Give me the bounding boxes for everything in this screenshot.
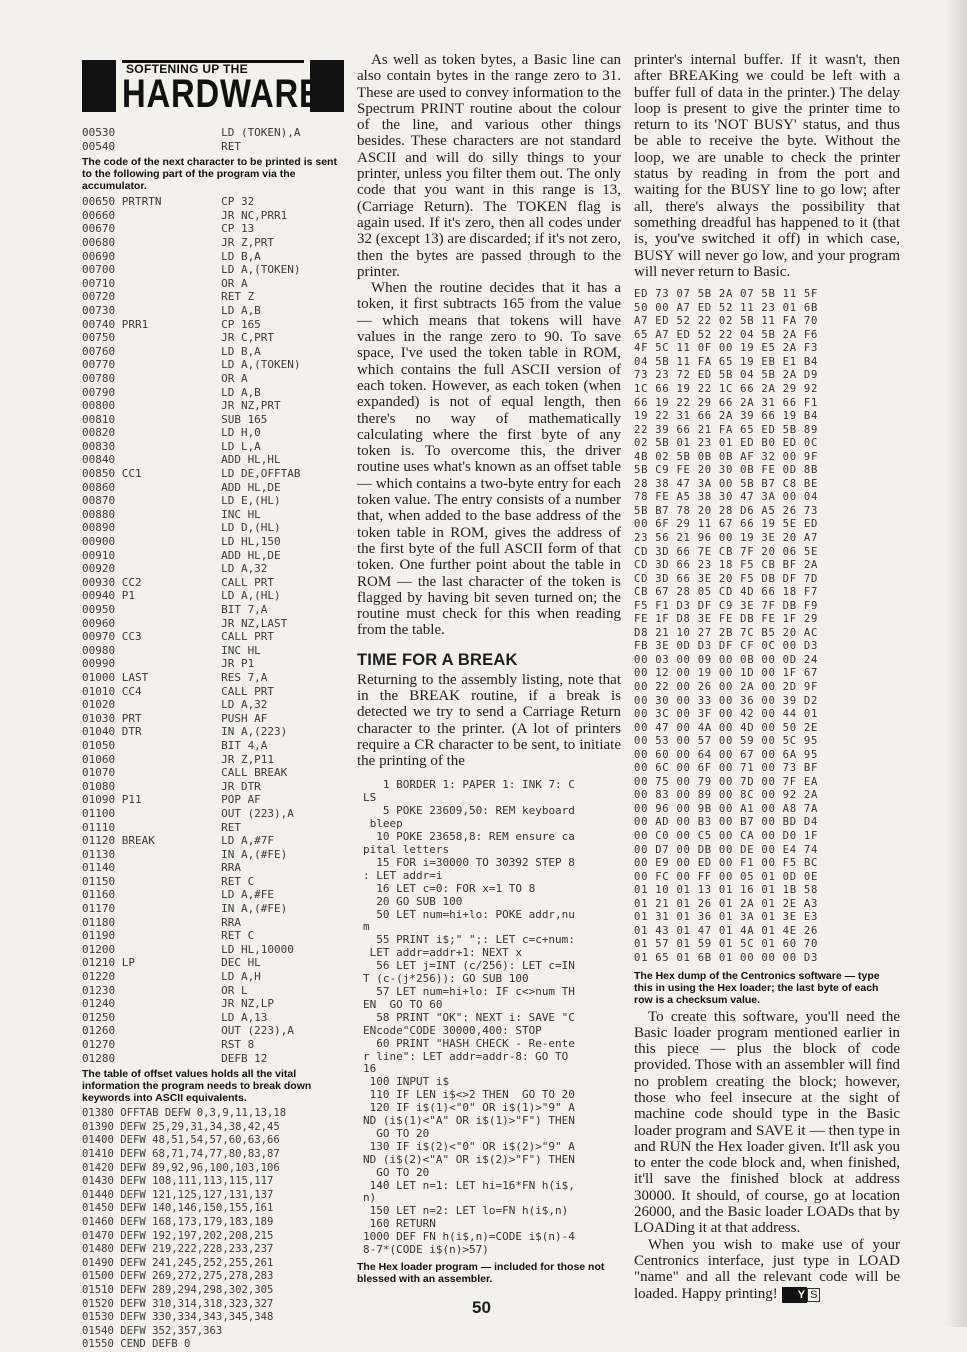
assembly-listing-part1: 00530 LD (TOKEN),A 00540 RET <box>82 126 301 153</box>
banner-bar-left <box>82 60 116 112</box>
hex-dump: ED 73 07 5B 2A 07 5B 11 5F 50 00 A7 ED 52 11 23 01 6B A7 ED 52 22 02 5B 11 FA 70 65 A7 ED 52 22 04 5B 2A F6 4F 5C 11 0F 00 19 E5 2A F3 04 5B 11 FA 65 19 EB E1 B4 73 23 72 ED 5B 04 5B 2A D9 1C 66 19 22 1C 66 2A 29 92 66 19 22 29 66 2A 31 66 F1 19 22 31 66 2A 39 66 19 B4 22 39 66 21 FA 65 ED 5B 89 02 5B 01 23 01 ED B0 ED 0C 4B 02 5B 0B 0B AF 32 00 9F 5B C9 FE 20 30 0B FE 0D 8B 28 38 47 3A 00 5B B7 C8 BE 78 FE A5 38 30 47 3A 00 04 5B B7 78 20 28 D6 A5 26 73 00 6F 29 11 67 66 19 5E ED 23 56 21 96 00 19 3E 20 A7 CD 3D 66 7E CB 7F 20 06 5E CD 3D 66 23 18 F5 CB BF 2A CD 3D 66 3E 20 F5 DB DF 7D CB 67 28 05 CD 4D 66 18 F7 F5 F1 D3 DF C9 3E 7F DB F9 FE 1F D8 3E FE DB FE 1F 29 D8 21 10 27 2B 7C B5 20 AC FB 3E 0D D3 DF CF 0C 00 D3 00 03 00 09 00 0B 00 0D 24 00 12 00 19 00 1D 00 1F 67 00 22 00 26 00 2A 00 2D 9F 00 30 00 33 00 36 00 39 D2 00 3C 00 3F 00 42 00 44 01 00 47 00 4A 00 4D 00 50 2E 00 53 00 57 00 59 00 5C 95 00 60 00 64 00 67 00 6A 95 00 6C 00 6F 00 71 00 73 BF 00 75 00 79 00 7D 00 7F EA 00 83 00 89 00 8C 00 92 2A 00 96 00 9B 00 A1 00 A8 7A 00 AD 00 B3 00 B7 00 BD D4 00 C0 00 C5 00 CA 00 D0 1F 00 D7 00 DB 00 DE 00 E4 74 00 E9 00 ED 00 F1 00 F5 BC 00 FC 00 FF 00 05 01 0D 0E 01 10 01 13 01 16 01 1B 58 01 21 01 26 01 2A 01 2E A3 01 31 01 36 01 3A 01 3E E3 01 43 01 47 01 4A 01 4E 26 01 57 01 59 01 5C 01 60 70 01 65 01 6B 01 00 00 00 D3 <box>634 288 819 964</box>
paragraph: When the routine decides that it has a token, it first subtracts 165 from the value — which means that tokens will have values in the range zero to 90. To save space, I've used the token table in ROM, which contains the full ASCII version of each token. However, as each token (when expanded) is not of equal length, then there's no way of mathematically calculating where the first byte of any token is. To overcome this, the driver routine uses what's known as an offset table — which contains a two-byte entry for each token value. The entry consists of a number that, when added to the base address of the token table in ROM, gives the address of the first byte of the full ASCII form of that token. One further point about the table in ROM — the last character of the token is flagged by having bit seven turned on; the routine must check for this when reading from the table. <box>357 280 621 639</box>
page-number: 50 <box>472 1298 491 1317</box>
caption-hex-loader: The Hex loader program — included for those not blessed with an assembler. <box>357 1261 605 1285</box>
paragraph-final <box>634 1237 900 1303</box>
hex-loader-listing: 1 BORDER 1: PAPER 1: INK 7: C LS 5 POKE 23609,50: REM keyboard bleep 10 POKE 23658,8: REM ensure ca pital letters 15 FOR i=30000 TO 30392 STEP 8 : LET addr=i 16 LET c=0: FOR x=1 TO 8 20 GO SUB 100 50 LET num=hi+lo: POKE addr,nu m 55 PRINT i$;" ";: LET c=c+num: LET addr=addr+1: NEXT x 56 LET j=INT (c/256): LET c=IN T (c-(j*256)): GO SUB 100 57 LET num=hi+lo: IF c<>num TH EN GO TO 60 58 PRINT "OK": NEXT i: SAVE "C ENcode"CODE 30000,400: STOP 60 PRINT "HASH CHECK - Re-ente r line": LET addr=addr-8: GO TO 16 100 INPUT i$ 110 IF LEN i$<>2 THEN GO TO 20 120 IF i$(1)<"0" OR i$(1)>"9" A ND (i$(1)<"A" OR i$(1)>"F") THEN GO TO 20 130 IF i$(2)<"0" OR i$(2)>"9" A ND (i$(2)<"A" OR i$(2)>"F") THEN GO TO 20 140 LET n=1: LET hi=16*FN h(i$, n) 150 LET n=2: LET lo=FN h(i$,n) 160 RETURN 1000 DEF FN h(i$,n)=CODE i$(n)-4 8-7*(CODE i$(n)>57) <box>363 778 575 1257</box>
section-banner <box>82 52 344 120</box>
banner-title: HARDWARE <box>122 72 322 116</box>
closing-text: When you wish to make use of your Centronics interface, just type in LOAD "name" and all the relevant code will be loaded. Happy printing! <box>634 1236 900 1302</box>
assembly-listing-part2: 00650 PRTRTN CP 32 00660 JR NC,PRR1 00670 CP 13 00680 JR Z,PRT 00690 LD B,A 00700 LD A,(TOKEN) 00710 OR A 00720 RET Z 00730 LD A,B 00740 PRR1 CP 165 00750 JR C,PRT 00760 LD B,A 00770 LD A,(TOKEN) 00780 OR A 00790 LD A,B 00800 JR NZ,PRT 00810 SUB 165 00820 LD H,0 00830 LD L,A 00840 ADD HL,HL 00850 CC1 LD DE,OFFTAB 00860 ADD HL,DE 00870 LD E,(HL) 00880 INC HL 00890 LD D,(HL) 00900 LD HL,150 00910 ADD HL,DE 00920 LD A,32 00930 CC2 CALL PRT 00940 P1 LD A,(HL) 00950 BIT 7,A 00960 JR NZ,LAST 00970 CC3 CALL PRT 00980 INC HL 00990 JR P1 01000 LAST RES 7,A 01010 CC4 CALL PRT 01020 LD A,32 01030 PRT PUSH AF 01040 DTR IN A,(223) 01050 BIT 4,A 01060 JR Z,P11 01070 CALL BREAK 01080 JR DTR 01090 P11 POP AF 01100 OUT (223),A 01110 RET 01120 BREAK LD A,#7F 01130 IN A,(#FE) 01140 RRA 01150 RET C 01160 LD A,#FE 01170 IN A,(#FE) 01180 RRA 01190 RET C 01200 LD HL,10000 01210 LP DEC HL 01220 LD A,H 01230 OR L 01240 JR NZ,LP 01250 LD A,13 01260 OUT (223),A 01270 RST 8 01280 DEFB 12 <box>82 195 301 1065</box>
column-middle <box>357 52 621 1288</box>
column-right <box>634 52 900 1303</box>
caption-hex-dump: The Hex dump of the Centronics software — type this in using the Hex loader; the last byte of each row is a checksum value. <box>634 969 880 1006</box>
caption-accumulator: The code of the next character to be printed is sent to the following part of the program via the accumulator. <box>82 156 337 193</box>
paragraph: Returning to the assembly listing, note that in the BREAK routine, if a break is detected we try to send a Carriage Return character to the printer. (A lot of printers require a CR character to be sent, to initiate the printing of the <box>357 671 621 770</box>
banner-kicker: SOFTENING UP THE <box>126 62 248 76</box>
end-mark-icon: Y <box>782 1287 807 1303</box>
paragraph: To create this software, you'll need the Basic loader program mentioned earlier in this piece — plus the block of code provided. Those with an assembler will find no problem creating the block; however, those who feel insecure at the sight of machine code should type in the Basic loader program and SAVE it — then type in and RUN the Hex loader given. It'll ask you to enter the code block and, when finished, it'll save the finished block at address 30000. It should, of course, go at location 26000, and the Basic loader LOADs that by LOADing it at that address. <box>634 1008 900 1237</box>
paragraph: printer's internal buffer. If it wasn't, then after BREAKing we could be left with a buffer full of data in the printer.) The delay loop is present to give the printer time to return to its 'NOT BUSY' status, and thus be able to receive the byte. Without the loop, we are unable to check the printer status by reading in from the port and waiting for the BUSY line to go low; after all, there's always the possibility that something dreadful has happened to it (that is, you've switched it off) in which case, BUSY will never go low, and your program will never return to Basic. <box>634 52 900 280</box>
paragraph: As well as token bytes, a Basic line can also contain bytes in the range zero to 31. These are used to convey information to the Spectrum PRINT routine about the colour of the line, and various other things besides. These characters are not standard ASCII and will do silly things to your printer, unless you filter them out. The only code that you want in this range is 13, (Carriage Return). The TOKEN flag is again used. If it's zero, then all codes under 32 (except 13) are discarded; if it's not zero, then the bytes are passed through to the printer. <box>357 52 621 280</box>
end-mark-s: S <box>807 1288 820 1302</box>
page-edge-shadow <box>945 0 967 1327</box>
section-heading: TIME FOR A BREAK <box>357 650 518 669</box>
caption-offset-table: The table of offset values holds all the vital information the program needs to break down keywords into ASCII equivalents. <box>82 1068 312 1105</box>
offset-table-listing: 01380 OFFTAB DEFW 0,3,9,11,13,18 01390 DEFW 25,29,31,34,38,42,45 01400 DEFW 48,51,54,57,60,63,66 01410 DEFW 68,71,74,77,80,83,87 01420 DEFW 89,92,96,100,103,106 01430 DEFW 108,111,113,115,117 01440 DEFW 121,125,127,131,137 01450 DEFW 140,146,150,155,161 01460 DEFW 168,173,179,183,189 01470 DEFW 192,197,202,208,215 01480 DEFW 219,222,228,233,237 01490 DEFW 241,245,252,255,261 01500 DEFW 269,272,275,278,283 01510 DEFW 289,294,298,302,305 01520 DEFW 310,314,318,323,327 01530 DEFW 330,334,343,345,348 01540 DEFW 352,357,363 01550 CEND DEFB 0 <box>82 1107 287 1351</box>
column-left <box>82 52 344 1352</box>
